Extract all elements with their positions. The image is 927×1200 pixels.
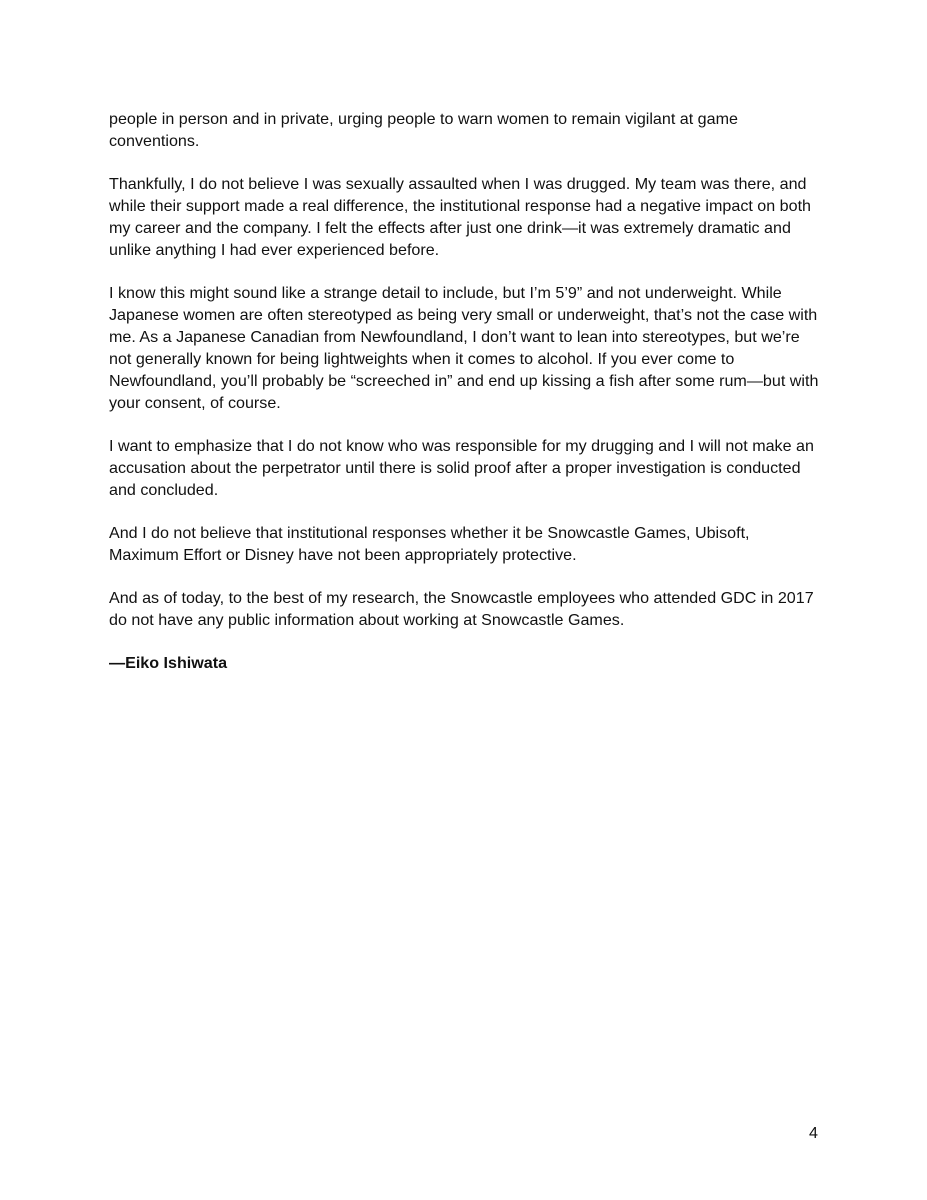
paragraph-continuation: people in person and in private, urging people to warn women to remain vigilant at game conventions.: [109, 110, 738, 150]
paragraph-height-detail: I know this might sound like a strange detail to include, but I’m 5’9” and not underweight. While Japanese women are often stereotyped as being very small or underweight, that’s not the case with me. As a Japanese Canadian from Newfoundland, I don’t want to lean into stereotypes, but we’re not generally known for being lightweights when it comes to alcohol. If you ever come to Newfoundland, you’ll probably be “screeched in” and end up kissing a fish after some rum—but with your consent, of course.: [109, 284, 819, 412]
page-number: 4: [809, 1124, 818, 1142]
paragraph-employees: And as of today, to the best of my research, the Snowcastle employees who attended GDC in 2017 do not have any public information about working at Snowcastle Games.: [109, 589, 814, 629]
paragraph-drugging: Thankfully, I do not believe I was sexually assaulted when I was drugged. My team was there, and while their support made a real difference, the institutional response had a negative impact on both my career and the company. I felt the effects after just one drink—it was extremely dramatic and unlike anything I had ever experienced before.: [109, 175, 812, 259]
paragraph-no-accusation: I want to emphasize that I do not know who was responsible for my drugging and I will not make an accusation about the perpetrator until there is solid proof after a proper investigation is conducted and concluded.: [109, 437, 814, 499]
paragraph-institutional-responses: And I do not believe that institutional responses whether it be Snowcastle Games, Ubisoft, Maximum Effort or Disney have not been appropriately protective.: [109, 524, 750, 564]
document-body: [109, 108, 821, 695]
signature: —Eiko Ishiwata: [109, 654, 228, 672]
